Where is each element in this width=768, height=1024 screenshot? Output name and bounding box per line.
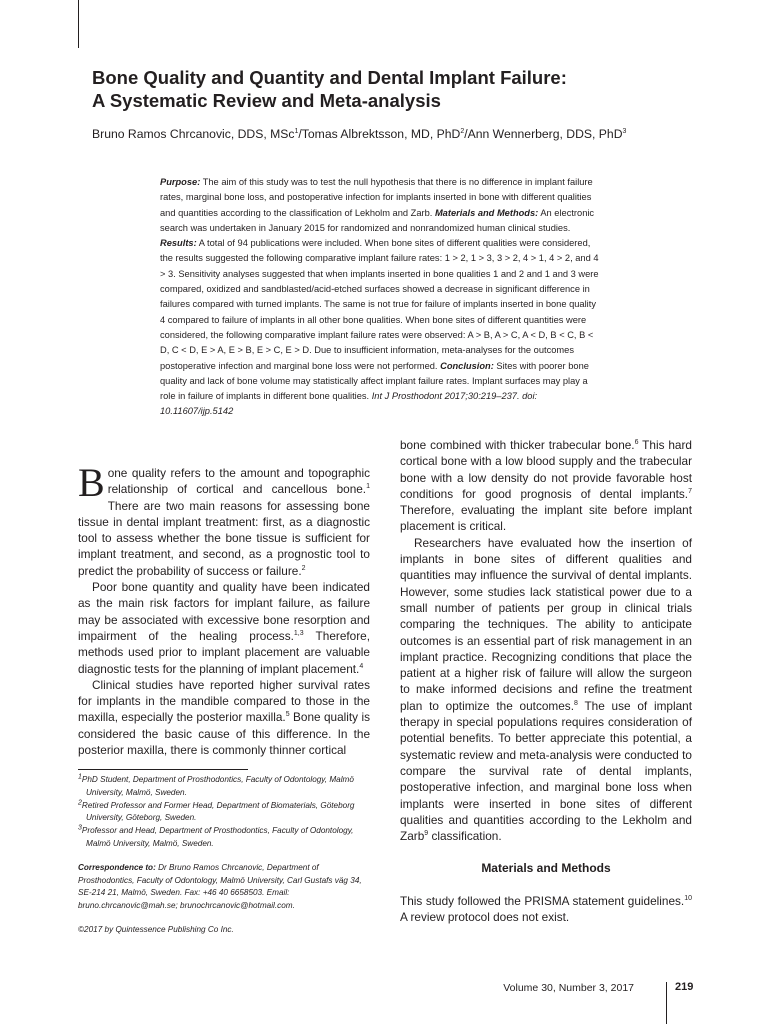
citation-sup: 4 xyxy=(359,662,364,670)
correspondence xyxy=(78,862,370,913)
abstract-purpose-label: Purpose: xyxy=(160,177,201,187)
citation-sup: 2 xyxy=(301,564,306,572)
title-line-1: Bone Quality and Quantity and Dental Implant Failure: xyxy=(92,67,567,88)
author-1: Bruno Ramos Chrcanovic, DDS, MSc xyxy=(92,127,295,141)
text-run: Researchers have evaluated how the insertion of implants in bone sites of different qualities and quantities may influence the survival of dental implants. However, some studies lack statistical power due to a small number of patients per group in clinical trials comparing the techniques. The ability to anticipate outcomes is an essential part of risk management in an implant practice. Recognizing conditions that place the patient at a higher risk of failure will allow the surgeon to make informed decisions and refine the treatment plan to optimize the outcomes. xyxy=(400,535,692,713)
citation-sup: 8 xyxy=(573,699,578,707)
citation-sup: 7 xyxy=(688,487,692,495)
abstract-methods-label: Materials and Methods: xyxy=(434,207,539,218)
author-3: /Ann Wennerberg, DDS, PhD xyxy=(464,127,623,141)
citation-sup: 10 xyxy=(684,894,692,902)
text-run: Therefore, evaluating the implant site before implant placement is critical. xyxy=(400,503,692,534)
abstract-methods-text: An electronic search was undertaken in January 2015 for randomized and nonrandomized human clinical studies. xyxy=(160,207,595,233)
text-run: A review protocol does not exist. xyxy=(400,910,570,925)
citation-sup: 9 xyxy=(424,830,429,838)
abstract-results-text: A total of 94 publications were included. When bone sites of different qualities were considered, the results suggested the following comparative implant failure rates: 1 > 2, 1 > 3, 3 > 2, 4 > 1, 4 > 2, and 4 > 3. Sensitivity analyses suggested that when implants inserted in bone qualities 1 and 2 and 1 and 3 were compared, oxidized and sandblasted/acid-etched surfaces showed a decrease in significant difference in failures compared with turned implants. The same is not true for failure of implants inserted in bone quality 4 compared to failure of implants in all other bone qualities. When bone sites of different quantities were considered, the following comparative implant failure rates were observed: A > B, A > C, A < D, B < C, B < D, C < D, E > A, E > B, E > C, E > D. Due to insufficient information, meta-analyses for the outcomes postoperative infection and marginal bone loss were not performed. xyxy=(160,238,599,371)
abstract-citation: Int J Prosthodont 2017;30:219–237. doi: 10.11607/ijp.5142 xyxy=(160,391,538,417)
footnote-1 xyxy=(78,774,370,800)
text-run: The use of implant therapy in special populations requires consideration of potential benefits. To better appreciate this potential, a systematic review and meta-analysis were conducted to compare the survival rate of dental implants, postoperative infection, and marginal bone loss when implants were inserted in bone sites of different qualities and quantities according to the Lekholm and Zarb xyxy=(400,698,692,844)
body-paragraph xyxy=(78,677,370,758)
body-column-left xyxy=(78,460,370,758)
top-vertical-rule xyxy=(78,0,79,48)
body-paragraph xyxy=(400,893,692,926)
footnote-marker: 1 xyxy=(78,773,82,781)
text-run: There are two main reasons for assessing bone tissue in dental implant treatment: first, as a diagnostic tool to assess whether the bone tissue is sufficient for implant treatment, and second, as a prognostic tool to predict the probability of success or failure. xyxy=(78,498,370,578)
body-paragraph xyxy=(400,437,692,535)
body-column-right xyxy=(400,437,692,925)
text-run: Poor bone quantity and quality have been indicated as the main risk factors for implant failure, as failure may be associated with excessive bone resorption and impairment of the healing process. xyxy=(78,580,370,643)
correspondence-label: Correspondence to: xyxy=(78,862,156,872)
footer-vertical-rule xyxy=(666,982,667,1024)
body-paragraph xyxy=(78,579,370,677)
footnote-text: Professor and Head, Department of Prosthodontics, Faculty of Odontology, Malmö University, Malmö, Sweden. xyxy=(81,826,354,848)
footnote-rule xyxy=(78,769,248,770)
text-run: This hard cortical bone with a low blood supply and the trabecular bone with a low density do not provide favorable host conditions for good prognosis of dental implants. xyxy=(400,438,692,501)
correspondence-text: Dr Bruno Ramos Chrcanovic, Department of Prosthodontics, Faculty of Odontology, Malmö University, Carl Gustafs väg 34, SE-214 21, Malmö, Sweden. Fax: +46 40 6658503. Email: bruno.chrcanovic@mah.se; brunochrcanovic@hotmail.com. xyxy=(78,862,362,911)
drop-cap: B xyxy=(78,460,105,505)
author-list xyxy=(92,126,732,142)
citation-sup: 1,3 xyxy=(293,630,304,638)
citation-sup: 5 xyxy=(285,711,290,719)
text-run: This study followed the PRISMA statement guidelines. xyxy=(400,893,685,908)
footnote-2 xyxy=(78,800,370,826)
footnote-marker: 2 xyxy=(78,798,82,806)
copyright: ©2017 by Quintessence Publishing Co Inc. xyxy=(78,924,234,934)
text-run: one quality refers to the amount and topographic relationship of cortical and cancellous bone. xyxy=(107,466,370,497)
title-line-2: A Systematic Review and Meta-analysis xyxy=(92,90,441,111)
volume-info: Volume 30, Number 3, 2017 xyxy=(503,982,634,994)
body-paragraph xyxy=(78,460,370,579)
abstract-purpose-text: The aim of this study was to test the null hypothesis that there is no difference in implant failure rates, marginal bone loss, and postoperative infection for implants inserted in bone with different qualities and quantities according to the classification of Lekholm and Zarb. xyxy=(160,177,593,218)
page-number: 219 xyxy=(675,981,694,993)
citation-sup: 6 xyxy=(634,439,639,447)
abstract-results-label: Results: xyxy=(160,238,197,249)
abstract-conclusion-label: Conclusion: xyxy=(440,360,494,371)
author-2: /Tomas Albrektsson, MD, PhD xyxy=(298,127,461,141)
body-paragraph xyxy=(400,535,692,845)
author-2-affil: 2 xyxy=(460,127,465,135)
article-title xyxy=(92,66,712,112)
footnote-3 xyxy=(78,825,370,851)
author-1-affil: 1 xyxy=(294,127,299,135)
citation-sup: 1 xyxy=(366,483,370,491)
footnote-marker: 3 xyxy=(78,824,82,832)
footnote-text: Retired Professor and Former Head, Department of Biomaterials, Göteborg University, Göteborg, Sweden. xyxy=(81,800,355,823)
abstract-conclusion-text: Sites with poorer bone quality and lack of bone volume may statistically affect implant failure rates. Implant surfaces may play a role in failure of implants in different bone qualities. xyxy=(160,360,589,402)
text-run: classification. xyxy=(428,829,502,844)
abstract xyxy=(160,175,602,420)
text-run: Bone quality is considered the basic cause of this difference. In the posterior maxilla, there is commonly thinner cortical xyxy=(78,710,370,758)
text-run: bone combined with thicker trabecular bone. xyxy=(400,438,635,452)
author-3-affil: 3 xyxy=(622,127,627,135)
section-heading: Materials and Methods xyxy=(481,861,611,876)
footnotes xyxy=(78,774,370,937)
text-run: Clinical studies have reported higher survival rates for implants in the mandible compared to those in the maxilla, especially the posterior maxilla. xyxy=(78,677,370,725)
text-run: Therefore, methods used prior to implant placement are valuable diagnostic tests for the planning of implant placement. xyxy=(78,628,370,676)
footnote-text: PhD Student, Department of Prosthodontics, Faculty of Odontology, Malmö University, Malmö, Sweden. xyxy=(81,775,354,797)
